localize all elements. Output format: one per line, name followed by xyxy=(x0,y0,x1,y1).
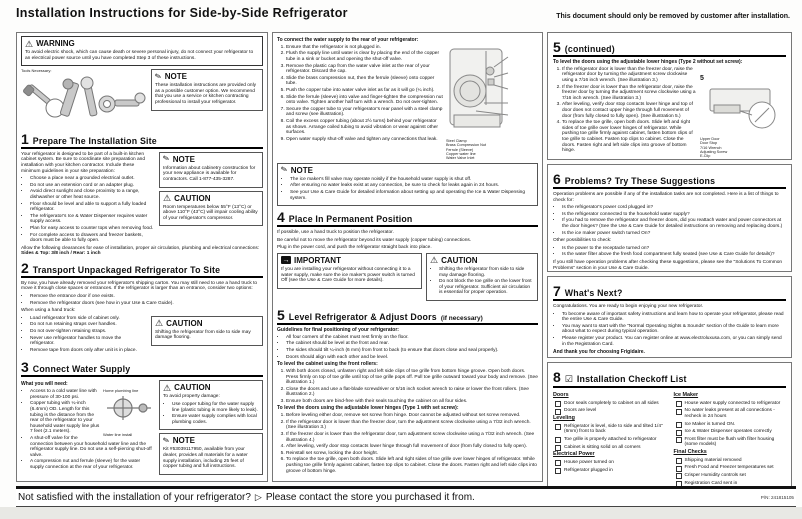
checkbox-icon: ☑ xyxy=(564,374,573,384)
section-1-heading xyxy=(21,132,263,149)
list-item: • Shifting the refrigerator from side to side may damage flooring. xyxy=(439,267,534,278)
clearance-values: Sides & Top: 3/8 inch / Rear: 1 inch xyxy=(21,251,101,257)
section-7-intro: Congratulations. You are ready to begin enjoying your new refrigerator. xyxy=(553,304,704,309)
list-item: • Do not over-tighten retaining straps. xyxy=(30,329,147,335)
list-item: • Choose a place near a grounded electrical outlet. xyxy=(30,176,155,182)
section-5-suffix: (if necessary) xyxy=(440,314,483,322)
section-7-number: 7 xyxy=(553,283,561,299)
warning-label: WARNING xyxy=(36,39,75,48)
section-5-title: Level Refrigerator & Adjust Doors xyxy=(288,311,437,322)
list-item: • The ice maker's fill valve may operate noisily if the household water supply is shut off. xyxy=(290,177,534,183)
other-possibilities-lead: Other possibilities to check: xyxy=(553,238,612,244)
list-item: • Remove tape from doors only after unit is in place. xyxy=(30,348,147,354)
note-label: NOTE xyxy=(172,154,195,164)
list-item: 3. If the freezer door is lower than the refrigerator door, turn adjustment screw clockwise using a 7/32 inch wrench. (See illustration 4.) xyxy=(286,432,538,443)
list-item: 2. If the refrigerator door is lower than the freezer door, turn the adjustment screw clockwise using a 7/32 inch wrench. (See illustration 3.) xyxy=(286,420,538,431)
list-item: 3. Remove the plastic cap from the water valve inlet at the rear of your refrigerator. Discard the cap. xyxy=(286,64,538,75)
list-item: • A shut-off valve for the connection between your household water line and the refrigerator supply line. Do not use a self-piercing shut-off valve. xyxy=(30,436,155,458)
list-item: 7/16 Wrench xyxy=(700,145,722,150)
section-7-title: What's Next? xyxy=(564,288,623,298)
caution-box-temperature xyxy=(159,191,263,227)
section-8-title: Installation Checkoff List xyxy=(576,374,687,384)
note-icon: ✎ xyxy=(161,153,171,165)
list-item: Brass Compression Nut xyxy=(446,143,487,148)
list-item: 2. Flush the supply line until water is clear by placing the end of the copper tube in a sink or bucket and opening the shut-off valve. xyxy=(286,51,538,62)
section-8-number: 8 xyxy=(553,369,561,385)
water-connection-illustration xyxy=(446,45,538,161)
list-item: • Do not use an extension cord or an adapter plug. xyxy=(30,183,155,189)
list-item: • All four corners of the cabinet must rest firmly on the floor. xyxy=(286,335,538,341)
water-connection-illustration-svg xyxy=(446,45,536,133)
checkoff-list xyxy=(553,391,786,488)
note-box-header xyxy=(163,155,259,164)
list-item: 4. To replace the toe grille, open both doors. Slide left and right sides of toe grille over lower hinges of refrigerator. While pushing toe grille firmly against cabinet, fasten bottom clips of toe grille to cabinet. Fasten top clips to cabinet. Close the doors. Fasten right and left side clips into groove of bottom hinge. xyxy=(562,120,786,154)
section-1-number: 1 xyxy=(21,130,29,147)
important-box xyxy=(277,253,422,289)
section-4-p3: Plug in the power cord, and push the refrigerator straight back into place. xyxy=(277,245,432,251)
section-5c-number: 5 xyxy=(553,39,561,55)
list-item: 1. If the refrigerator door is lower than the freezer door, raise the refrigerator door by turning the adjustment screw clockwise using a 7/16 inch wrench. (See illustration 3.) xyxy=(562,67,786,84)
section-2-intro: By now, you have already removed your refrigerator's shipping carton. You may still need to use a hand truck to move it through close spaces or entrances. If the refrigerator is larger than an entrance, consider two options: xyxy=(21,280,258,292)
section-5c-heading xyxy=(553,40,786,57)
thank-you-line: And thank you for choosing Frigidaire. xyxy=(553,349,645,356)
list-item: Crisper Humidity controls set xyxy=(676,473,787,479)
list-item: • Is the refrigerator's power cord plugged in? xyxy=(562,205,786,211)
note-text: These installation instructions are provided only as a possible customer option. We recommend that you use a service or kitchen contracting professional to install your refrigerator. xyxy=(155,83,257,105)
list-item: 1. Before leveling either door, remove set screw from hinge. Door cannot be adjusted without set screw removed. xyxy=(286,413,538,419)
note-box-header xyxy=(163,436,259,445)
list-item: • Remove the entrance door if one exists. xyxy=(30,294,263,300)
what-you-need-lead: What you will need: xyxy=(21,381,68,388)
page-title: Installation Instructions for Side-by-Side Refrigerator xyxy=(16,6,348,20)
list-item: • You may want to start with the "Normal Operating Sights & Sounds" section of the Guide to learn more about what to expect during typical operation. xyxy=(562,324,786,335)
caution-text: Room temperatures below 55°F (13°C) or above 110°F (43°C) will impair cooling ability of your refrigerator's compressor. xyxy=(163,204,258,221)
section-4-heading xyxy=(277,210,538,227)
list-item: 1. With both doors closed, unfasten right and left side clips of toe grille from bottom hinge groove. Open both doors. Press firmly on top of toe grille until top of toe grille pops off. Pull toe grille outward toward your body and remove. (See illustration 1.) xyxy=(286,369,538,386)
list-item: • For complete access to drawers and freezer baskets, doors must be able to fully open. xyxy=(30,233,155,244)
list-item: 3. Ensure both doors are bind-free with their seals touching the cabinet on all four sides. xyxy=(286,399,538,405)
list-item: Copper water line xyxy=(446,152,476,157)
water-illustration-labels xyxy=(446,139,538,161)
hinges-type2-lead: To level the doors using the adjustable lower hinges (Type 2 without set screw): xyxy=(553,59,743,65)
list-item: 4. After leveling, verify door stop contacts lower hinge through full movement of door (from fully closed to fully open). xyxy=(286,444,538,450)
list-item: • The sides should tilt ¼-inch (6 mm) from front to back (to ensure that doors close and seal properly). xyxy=(286,348,538,354)
list-item: Fresh Food and Freezer temperatures set xyxy=(676,465,787,471)
whats-next-list xyxy=(553,312,786,348)
caution-property-list xyxy=(163,402,259,425)
list-item: 6. Slide the ferrule (sleeve) into valve and finger-tighten the compression nut onto valve. Tighten another half turn with a wrench. Do not over-tighten. xyxy=(286,95,538,106)
list-item: 1. Ensure that the refrigerator is not plugged in. xyxy=(286,45,538,51)
note-box-header xyxy=(155,72,259,81)
handtruck-lead: When using a hand truck: xyxy=(21,308,76,314)
hinges-type1-lead: To level the doors using the adjustable lower hinges (Type 1 with set screw): xyxy=(277,405,459,412)
list-item: 5. Reinstall set screw, locking the door height. xyxy=(286,451,538,457)
note-icon: ✎ xyxy=(161,435,171,446)
warning-text: To avoid electric shock, which can cause death or severe personal injury, do not connect your refrigerator to an electrical power source until you have completed Step 3 of these instructions. xyxy=(25,50,254,61)
tools-caption: Tools Necessary: xyxy=(21,68,52,74)
list-item: • Access to a cold water line with pressure of 30-100 psi. xyxy=(30,389,155,400)
column-2 xyxy=(272,32,543,482)
caution-label: CAUTION xyxy=(174,383,211,393)
note-box-header xyxy=(281,166,534,175)
checkoff-group-title: Final Checks xyxy=(673,448,707,455)
list-item: 7. Secure the copper tube to your refrigerator's rear panel with a steel clamp and screw (see illustration). xyxy=(286,107,538,118)
caution-toe-grille-list xyxy=(430,267,534,296)
note-label: NOTE xyxy=(172,436,195,446)
list-item: • The refrigerator's Ice & Water Dispenser requires water supply access. xyxy=(30,214,155,225)
checkoff-right-column xyxy=(674,391,787,488)
section-2-title: Transport Unpackaged Refrigerator To Site xyxy=(32,264,221,275)
hinge-illustration xyxy=(700,67,786,159)
checkoff-group-items xyxy=(553,401,666,414)
note-water-list xyxy=(281,177,534,201)
important-icon: → xyxy=(282,256,290,264)
section-6-heading xyxy=(553,172,786,189)
hinge-illustration-svg xyxy=(700,85,786,131)
document-body xyxy=(0,32,802,484)
caution-icon: ⚠ xyxy=(163,193,172,204)
list-item: • See your Use & Care Guide for detailed information about setting up and operating the Ice & Water Dispensing system. xyxy=(290,190,534,201)
section-7-box xyxy=(547,276,792,358)
waterline-illustration xyxy=(103,389,155,437)
list-item: 6. To replace the toe grille, open both doors. Slide left and right sides of toe grille over lower hinges of refrigerator. While pushing toe grille firmly against cabinet, fasten top clips to cabinet. Close the doors. Fasten right and left side clips into groove of bottom hinge. xyxy=(286,457,538,474)
section-6-title: Problems? Try These Suggestions xyxy=(564,176,716,186)
section-8-heading xyxy=(553,370,786,388)
list-item: 2. Close the doors and use a flat-blade screwdriver or 5/16 inch socket wrench to raise or lower the front rollers. (See illustration 2.) xyxy=(286,387,538,398)
note-label: NOTE xyxy=(290,165,313,175)
list-item: Front filter must be flush with filter housing (some models) xyxy=(676,437,787,448)
section-4-p1: If possible, use a hand truck to position the refrigerator. xyxy=(277,230,394,236)
waterline-caption: Water line install xyxy=(103,431,133,437)
caution-box-header xyxy=(155,319,259,328)
waterline-top-label: Home plumbing line xyxy=(103,388,139,394)
footer-question: Not satisfied with the installation of your refrigerator? xyxy=(18,492,251,503)
document-header xyxy=(16,6,790,20)
caution-box-header xyxy=(163,383,259,392)
note-text: Information about cabinetry construction for your new appliance is available for contractors. Call 1-877-435-3287. xyxy=(163,165,256,182)
note-box-instructions xyxy=(151,69,263,110)
rollers-lead: To level the cabinet using the front rollers: xyxy=(277,361,378,368)
list-item: Steel Clamp xyxy=(446,138,467,143)
caution-box-shifting xyxy=(151,316,263,346)
removal-notice: This document should only be removed by customer after installation. xyxy=(556,13,790,20)
checkoff-group-items xyxy=(553,460,666,473)
list-item: Toe grille is properly attached to refrigerator xyxy=(555,437,666,443)
caution-box-property xyxy=(159,380,263,430)
list-item: 2. If the freezer door is lower than the refrigerator door, raise the freezer door by turning the adjustment screw clockwise using a 7/16 inch wrench. (See illustration 3.) xyxy=(562,85,786,102)
section-4-p2: Be careful not to move the refrigerator beyond its water supply (copper tubing) connections. xyxy=(277,237,472,243)
warning-box xyxy=(21,36,263,66)
list-item: No water leaks present at all connections - recheck in 24 hours xyxy=(676,408,787,419)
list-item: • Is the water filter above the fresh food compartment fully seated (see Use & Care Guide for details)? xyxy=(562,252,786,258)
footer-bar xyxy=(16,486,796,507)
pointer-icon: ▷ xyxy=(254,492,262,502)
list-item: Ice & Water Dispenser operates correctly xyxy=(676,429,787,435)
page-bottom-strip xyxy=(0,507,802,519)
hinges-type1-steps xyxy=(277,413,538,474)
section-5-number: 5 xyxy=(277,306,285,323)
list-item: • Is the power to the receptacle turned on? xyxy=(562,246,786,252)
site-prep-list xyxy=(21,176,155,244)
list-item: Refrigerator plugged in xyxy=(555,468,666,474)
section-4-title: Place In Permanent Position xyxy=(288,214,413,225)
caution-label: CAUTION xyxy=(174,193,211,203)
section-3-heading xyxy=(21,360,263,377)
caution-box-header xyxy=(430,256,534,265)
list-item: Refrigerator is level, side to side and tilted 1/4" (6mm) front to back xyxy=(555,424,666,435)
list-item: Ferrule (Sleeve) xyxy=(446,147,474,152)
section-6-number: 6 xyxy=(553,171,561,187)
caution-label: CAUTION xyxy=(166,318,203,328)
list-item: • Ensure water supply complies with local plumbing codes. xyxy=(172,414,259,425)
checkoff-group-title: Ice Maker xyxy=(673,392,699,398)
list-item: • If you had to remove the refrigerator and freezer doors, did you reattach water and power connectors at the door hinges? (See the Use & Care Guide for detailed instructions on removing and replacing doors.) xyxy=(562,218,786,229)
list-item: • Is the refrigerator connected to the household water supply? xyxy=(562,212,786,218)
list-item: • Never use refrigerator handles to move the refrigerator. xyxy=(30,336,147,347)
transport-options-list xyxy=(21,294,263,306)
list-item: • Floor should be level and able to support a fully loaded refrigerator. xyxy=(30,202,155,213)
list-item: • Doors should align with each other and be level. xyxy=(286,355,538,361)
note-text: Kit #53039117950, available from your dealer, provides all materials for a water supply installation, including 25 feet of copper tubing and full instructions. xyxy=(163,447,248,470)
list-item: Door Stop xyxy=(700,141,718,146)
list-item: Cabinet is sitting solid on all corners xyxy=(555,445,666,451)
section-6-box xyxy=(547,164,792,272)
list-item: • To become aware of important safety instructions and learn how to operate your refrigerator, please read the entire Use & Care Guide. xyxy=(562,312,786,323)
list-item: House power turned on xyxy=(555,460,666,466)
tools-illustration xyxy=(21,69,147,128)
list-item: Upper Door xyxy=(700,136,720,141)
list-item: • A compression nut and ferrule (sleeve) for the water supply connection at the rear of your refrigerator. xyxy=(30,459,155,470)
other-possibilities-list xyxy=(553,246,786,258)
important-box-header xyxy=(281,256,418,265)
part-number: P/N: 241815105 xyxy=(760,495,794,500)
section-2-heading xyxy=(21,261,263,278)
list-item: • Copper tubing with ¼-inch (6.4mm) OD. Length for this tubing is the distance from the rear of the refrigerator to your household water supply line plus 7 feet (2.1 meters). xyxy=(30,401,155,435)
hinge-illustration-labels xyxy=(700,137,786,159)
column-1 xyxy=(16,32,268,482)
section-8-box xyxy=(547,362,792,500)
clearances-paragraph: Allow the following clearances for ease of installation, proper air circulation, plumbing and electrical connections: Sides & Top: 3/8 inch / Rear: 1 inch xyxy=(21,245,260,257)
waterline-illustration-svg xyxy=(103,394,155,428)
list-item: 5. Push the copper tube into water valve inlet as far as it will go (¼ inch). xyxy=(286,88,538,94)
list-item: • Please register your product. You can register online at www.electroluxusa.com, or you can simply send in the Registration Card. xyxy=(562,336,786,347)
handtruck-list xyxy=(21,316,147,355)
caution-icon: ⚠ xyxy=(163,382,172,393)
list-item: Ice Maker is turned ON. xyxy=(676,422,787,428)
rollers-steps xyxy=(277,369,538,405)
note-label: NOTE xyxy=(164,72,187,82)
caution-intro: To avoid property damage: xyxy=(163,394,220,400)
warning-icon: ⚠ xyxy=(25,38,34,49)
note-box-water xyxy=(277,163,538,206)
list-item: Shipping material removed xyxy=(676,458,787,464)
note-icon: ✎ xyxy=(279,164,289,176)
important-text: If you are installing your refrigerator without connecting it to a water supply, make sure the ice maker's power switch is turned Off (see the Use & Care Guide for more details). xyxy=(281,266,415,284)
column-3 xyxy=(547,32,792,486)
list-item: Doors are level xyxy=(555,408,666,414)
section-6-outro: If you still have operation problems after checking these suggestions, please see the "Solutions To Common Problems" section in your Use & Care Guide. xyxy=(553,259,783,271)
section-2-number: 2 xyxy=(21,259,29,276)
section-5-continued-box xyxy=(547,32,792,160)
caution-icon: ⚠ xyxy=(155,318,164,329)
list-item: • Load refrigerator from side of cabinet only. xyxy=(30,316,147,322)
list-item: • Plan for easy access to counter tops when removing food. xyxy=(30,226,155,232)
list-item: • Do not block the toe grille on the lower front of your refrigerator. Sufficient air circulation is essential for proper operation. xyxy=(439,279,534,296)
list-item: Adjusting Screw xyxy=(700,150,728,155)
section-5c-title: (continued) xyxy=(564,44,615,54)
caution-box-header xyxy=(163,194,259,203)
section-3-title: Connect Water Supply xyxy=(32,364,131,375)
list-item: • The cabinet should be level at the front and rear. xyxy=(286,341,538,347)
checkoff-group-items xyxy=(553,424,666,450)
caution-label: CAUTION xyxy=(441,255,478,265)
list-item: • Is the ice maker power switch turned On? xyxy=(562,231,786,237)
checkoff-left-column xyxy=(553,391,666,488)
connect-water-lead: To connect the water supply to the rear of your refrigerator: xyxy=(277,37,419,43)
checkoff-group-title: Electrical Power xyxy=(553,451,595,458)
list-item: 4. Slide the brass compression nut, then the ferrule (sleeve) onto copper tube. xyxy=(286,76,538,87)
list-item: 9. Open water supply shut-off valve and tighten any connections that leak. xyxy=(286,137,538,143)
list-item: E-Clip xyxy=(700,154,711,159)
section-6-intro: Operation problems are possible if any of the installation tasks are not completed. Here is a list of things to check for: xyxy=(553,192,779,203)
checkoff-group-title: Leveling xyxy=(553,414,575,421)
section-1-title: Prepare The Installation Site xyxy=(32,135,157,146)
list-item: • Use copper tubing for the water supply line (plastic tubing is more likely to leak). xyxy=(172,402,259,413)
list-item: • Do not run retaining straps over handles. xyxy=(30,322,147,328)
list-item: • Avoid direct sunlight and close proximity to a range, dishwasher or other heat source. xyxy=(30,189,155,200)
note-box-kit xyxy=(159,433,263,474)
section-3-number: 3 xyxy=(21,359,29,376)
caution-icon: ⚠ xyxy=(430,255,439,266)
guidelines-list xyxy=(277,335,538,360)
note-box-cabinetry xyxy=(159,152,263,188)
list-item: Registration Card sent in xyxy=(676,481,787,487)
warning-box-header xyxy=(25,39,259,48)
tools-illustration-svg xyxy=(21,74,149,128)
section-7-heading xyxy=(553,284,786,301)
list-item: Door seals completely to cabinet on all sides xyxy=(555,401,666,407)
list-item: Water Valve Inlet xyxy=(446,156,475,161)
caution-text: Shifting the refrigerator from side to side may damage flooring. xyxy=(155,329,251,341)
checkoff-group-title: Doors xyxy=(553,392,569,398)
section-1-intro: Your refrigerator is designed to be part of a built-in kitchen cabinet system. Be sure to coordinate site preparation and installation with your kitchen contractor. Include these minimum guidelines in your site preparation: xyxy=(21,151,145,174)
list-item: House water supply connected to refrigerator xyxy=(676,401,787,407)
problem-checks-list xyxy=(553,205,786,236)
section-4-number: 4 xyxy=(277,209,285,226)
list-item: 3. After leveling, verify door stop contacts lower hinge and top of door does not contact upper hinge through full movement of door (from fully closed to fully open). (See illustration 5.) xyxy=(562,102,786,119)
list-item: • After ensuring no water leaks exist at any connection, be sure to check for leaks again in 24 hours. xyxy=(290,183,534,189)
list-item: 8. Coil the excess copper tubing (about 2½ turns) behind your refrigerator as shown. Arrange coiled tubing to avoid vibration or wear against other surfaces. xyxy=(286,119,538,136)
checkoff-group-items xyxy=(674,458,787,486)
note-icon: ✎ xyxy=(153,70,163,82)
important-label: IMPORTANT xyxy=(294,255,341,265)
figure-number: 5 xyxy=(700,74,704,82)
section-5-heading xyxy=(277,308,538,325)
footer-answer: Please contact the store you purchased it from. xyxy=(265,492,475,503)
checkoff-group-items xyxy=(674,401,787,448)
caution-box-toe-grille xyxy=(426,253,538,301)
guidelines-lead: Guidelines for final positioning of your refrigerator: xyxy=(277,326,399,333)
list-item: • Remove the refrigerator doors (see how in your Use & Care Guide). xyxy=(30,301,263,307)
